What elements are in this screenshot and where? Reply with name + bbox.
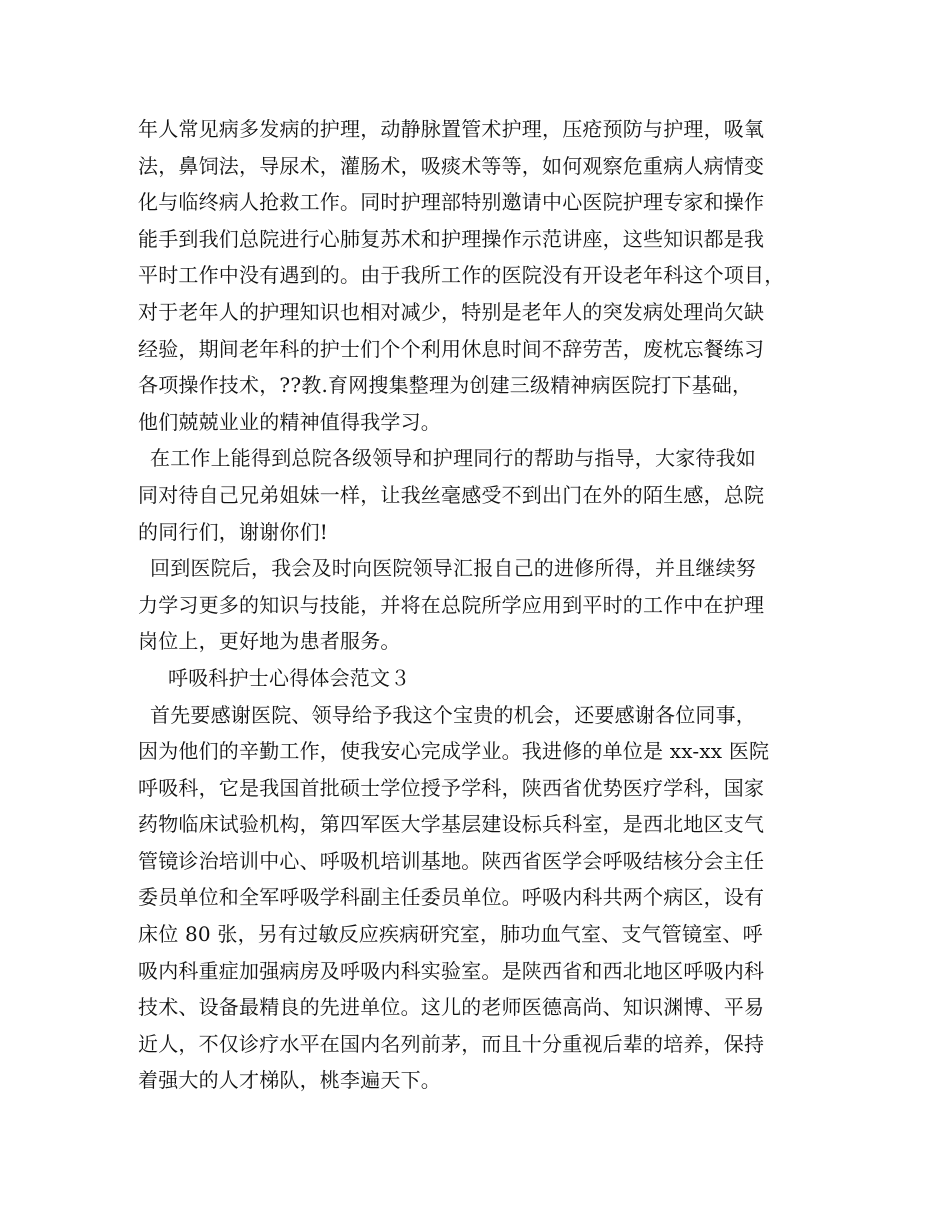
text-line: 管镜诊治培训中心、呼吸机培训基地。陕西省医学会呼吸结核分会主任	[138, 848, 765, 873]
text-line: 力学习更多的知识与技能，并将在总院所学应用到平时的工作中在护理	[138, 592, 765, 617]
text-line: 年人常见病多发病的护理，动静脉置管术护理，压疮预防与护理，吸氧	[138, 117, 765, 141]
paragraph-start-line: 回到医院后，我会及时向医院领导汇报自己的进修所得，并且继续努	[150, 556, 756, 581]
text-line: 的同行们，谢谢你们!	[138, 519, 329, 544]
section-heading: 呼吸科护士心得体会范文３	[168, 665, 411, 690]
text-line: 能手到我们总院进行心肺复苏术和护理操作示范讲座，这些知识都是我	[138, 226, 765, 251]
text-line: 因为他们的辛勤工作，使我安心完成学业。我进修的单位是 xx-xx 医院	[138, 739, 770, 764]
text-line: 技术、设备最精良的先进单位。这儿的老师医德高尚、知识渊博、平易	[138, 995, 765, 1020]
text-line: 近人，不仅诊疗水平在国内名列前茅，而且十分重视后辈的培养，保持	[138, 1031, 765, 1056]
text-line: 呼吸科，它是我国首批硕士学位授予学科，陕西省优势医疗学科，国家	[138, 775, 765, 800]
text-line: 委员单位和全军呼吸学科副主任委员单位。呼吸内科共两个病区，设有	[138, 885, 765, 910]
text-line: 岗位上，更好地为患者服务。	[138, 629, 401, 654]
text-line: 吸内科重症加强病房及呼吸内科实验室。是陕西省和西北地区呼吸内科	[138, 958, 765, 983]
document-body	[138, 111, 828, 1099]
text-line: 各项操作技术，??教.育网搜集整理为创建三级精神病医院打下基础，	[138, 373, 753, 398]
text-line: 平时工作中没有遇到的。由于我所工作的医院没有开设老年科这个项目，	[138, 263, 785, 288]
paragraph-start-line: 首先要感谢医院、领导给予我这个宝贵的机会，还要感谢各位同事，	[150, 702, 756, 727]
text-line: 法，鼻饲法，导尿术，灌肠术，吸痰术等等，如何观察危重病人病情变	[138, 153, 765, 178]
text-line: 化与临终病人抢救工作。同时护理部特别邀请中心医院护理专家和操作	[138, 190, 765, 215]
text-line: 他们兢兢业业的精神值得我学习。	[138, 409, 441, 434]
text-line: 药物临床试验机构，第四军医大学基层建设标兵科室，是西北地区支气	[138, 812, 765, 837]
text-line: 对于老年人的护理知识也相对减少，特别是老年人的突发病处理尚欠缺	[138, 299, 765, 324]
text-line: 床位 80 张，另有过敏反应疾病研究室，肺功血气室、支气管镜室、呼	[138, 922, 763, 947]
text-line: 着强大的人才梯队，桃李遍天下。	[138, 1068, 441, 1093]
text-line: 经验，期间老年科的护士们个个利用休息时间不辞劳苦，废枕忘餐练习	[138, 336, 765, 361]
paragraph-start-line: 在工作上能得到总院各级领导和护理同行的帮助与指导，大家待我如	[150, 446, 756, 471]
text-line: 同对待自己兄弟姐妹一样，让我丝毫感受不到出门在外的陌生感，总院	[138, 482, 765, 507]
